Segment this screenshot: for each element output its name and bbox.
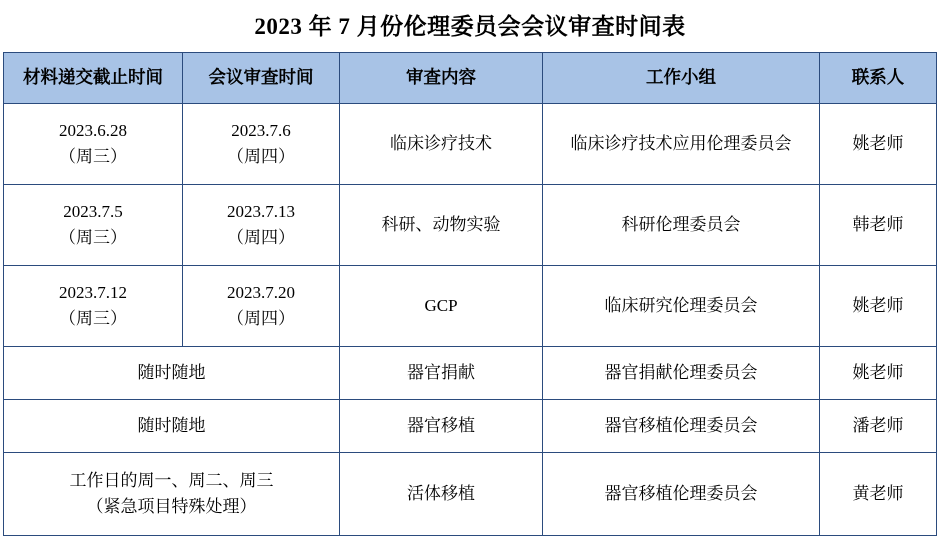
cell-deadline — [4, 104, 183, 185]
cell-contact: 黄老师 — [820, 453, 937, 536]
cell-meeting-time — [183, 266, 340, 347]
cell-merged-time: 随时随地 — [4, 347, 340, 400]
cell-content: GCP — [340, 266, 543, 347]
cell-contact: 潘老师 — [820, 400, 937, 453]
cell-contact: 姚老师 — [820, 347, 937, 400]
cell-content: 活体移植 — [340, 453, 543, 536]
meeting-weekday: （周四） — [227, 309, 295, 328]
deadline-weekday: （周三） — [59, 309, 127, 328]
cell-group: 科研伦理委员会 — [543, 185, 820, 266]
meeting-weekday: （周四） — [227, 228, 295, 247]
deadline-date: 2023.7.12 — [59, 282, 127, 302]
table-row — [4, 453, 937, 536]
column-header-meeting-time: 会议审查时间 — [183, 53, 340, 104]
cell-contact: 姚老师 — [820, 266, 937, 347]
cell-merged-time — [4, 453, 340, 536]
deadline-weekday: （周三） — [59, 228, 127, 247]
table-row — [4, 104, 937, 185]
cell-meeting-time — [183, 104, 340, 185]
table-row — [4, 400, 937, 453]
deadline-weekday: （周三） — [59, 147, 127, 166]
meeting-date: 2023.7.6 — [231, 120, 291, 140]
table-row — [4, 347, 937, 400]
cell-content: 器官移植 — [340, 400, 543, 453]
page-title: 2023 年 7 月份伦理委员会会议审查时间表 — [254, 14, 686, 39]
column-header-group: 工作小组 — [543, 53, 820, 104]
cell-deadline — [4, 266, 183, 347]
merged-time-line1: 工作日的周一、周二、周三 — [69, 470, 274, 490]
meeting-date: 2023.7.20 — [227, 282, 295, 302]
cell-group: 临床诊疗技术应用伦理委员会 — [543, 104, 820, 185]
cell-content: 器官捐献 — [340, 347, 543, 400]
column-header-contact: 联系人 — [820, 53, 937, 104]
cell-group: 器官移植伦理委员会 — [543, 453, 820, 536]
column-header-content: 审查内容 — [340, 53, 543, 104]
cell-group: 器官捐献伦理委员会 — [543, 347, 820, 400]
table-row — [4, 185, 937, 266]
cell-merged-time: 随时随地 — [4, 400, 340, 453]
cell-content: 临床诊疗技术 — [340, 104, 543, 185]
deadline-date: 2023.6.28 — [59, 120, 127, 140]
cell-contact: 姚老师 — [820, 104, 937, 185]
meeting-date: 2023.7.13 — [227, 201, 295, 221]
cell-group: 器官移植伦理委员会 — [543, 400, 820, 453]
deadline-date: 2023.7.5 — [63, 201, 123, 221]
cell-meeting-time — [183, 185, 340, 266]
cell-contact: 韩老师 — [820, 185, 937, 266]
cell-content: 科研、动物实验 — [340, 185, 543, 266]
table-header-row — [4, 53, 937, 104]
cell-group: 临床研究伦理委员会 — [543, 266, 820, 347]
ethics-review-schedule-table — [3, 52, 937, 536]
meeting-weekday: （周四） — [227, 147, 295, 166]
cell-deadline — [4, 185, 183, 266]
merged-time-line2: （紧急项目特殊处理） — [86, 497, 257, 516]
table-row — [4, 266, 937, 347]
column-header-deadline: 材料递交截止时间 — [4, 53, 183, 104]
